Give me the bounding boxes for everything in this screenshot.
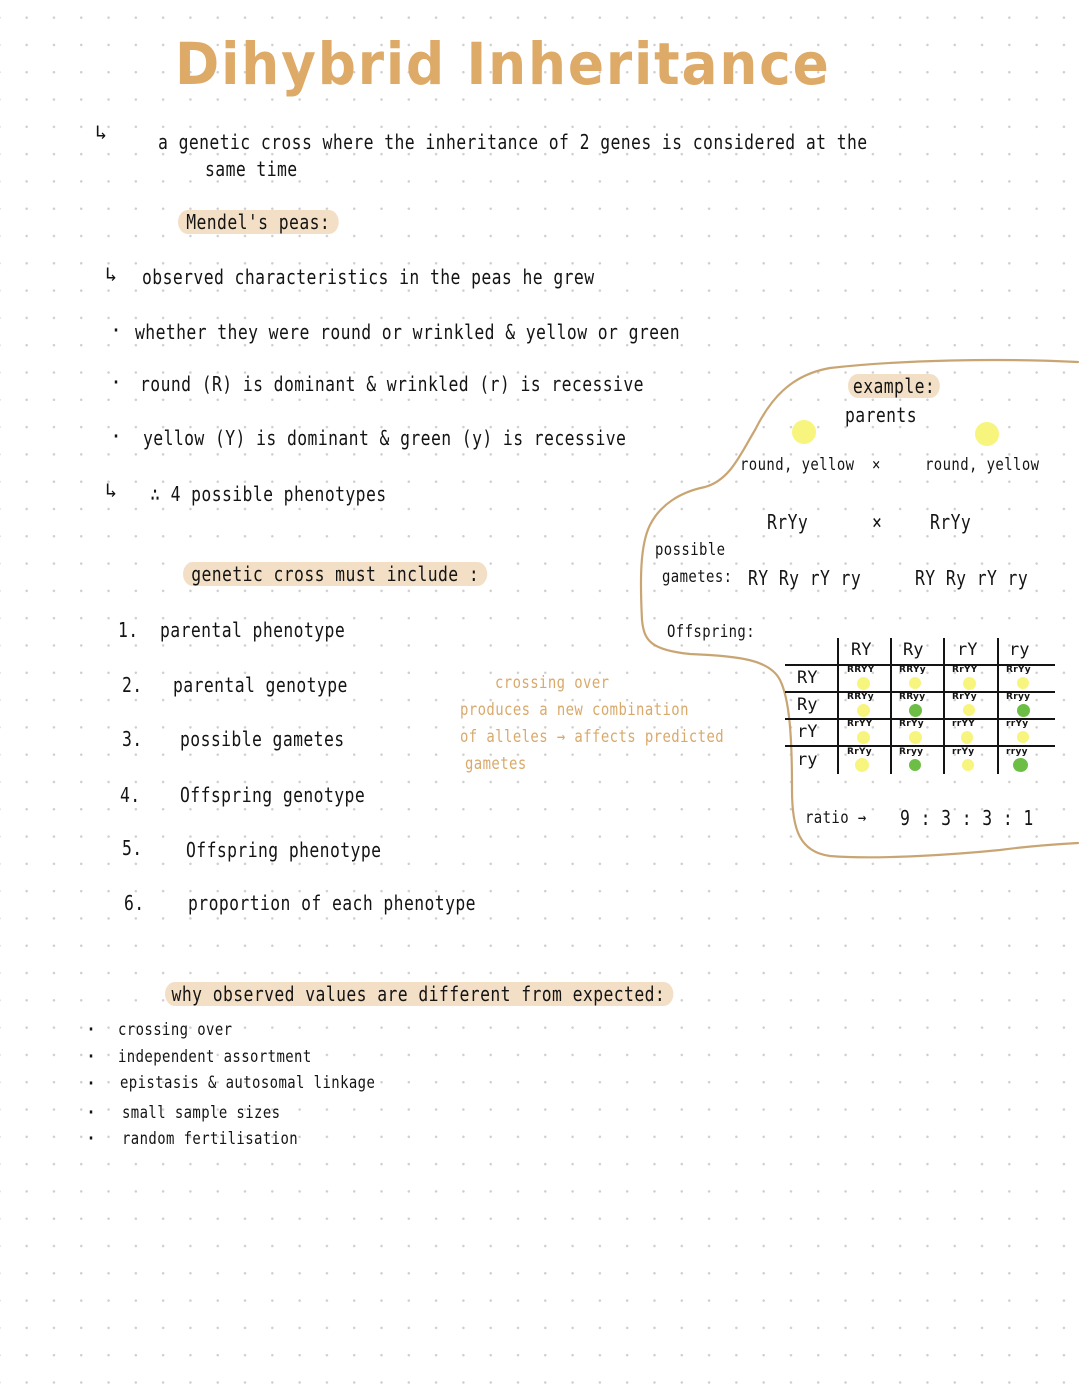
green-pea-icon xyxy=(1013,758,1028,772)
cell-genotype: rryy xyxy=(1006,747,1028,757)
list-number: 1. xyxy=(118,618,139,642)
observed-bullet: small sample sizes xyxy=(122,1103,281,1123)
green-pea-icon xyxy=(1017,704,1030,717)
offspring-label: Offspring: xyxy=(667,622,756,642)
observed-bullet: epistasis & autosomal linkage xyxy=(120,1073,376,1093)
punnett-square xyxy=(785,638,1057,778)
mendel-heading-text: Mendel's peas: xyxy=(178,210,338,234)
yellow-pea-icon xyxy=(975,422,999,446)
list-item: parental genotype xyxy=(173,673,348,697)
list-item: parental phenotype xyxy=(160,618,346,642)
gametes-label-2: gametes: xyxy=(662,567,733,587)
bullet-dot-icon: · xyxy=(110,424,123,448)
mendel-bullet-3: yellow (Y) is dominant & green (y) is recessive xyxy=(143,426,627,450)
yellow-pea-icon xyxy=(1017,731,1029,743)
gametes-parent-2: RY Ry rY ry xyxy=(915,566,1029,590)
cell-genotype: RRYy xyxy=(899,665,926,675)
observed-bullet: crossing over xyxy=(118,1020,233,1040)
genetic-cross-heading-text: genetic cross must include : xyxy=(183,562,487,586)
list-item: proportion of each phenotype xyxy=(188,891,476,915)
bullet-dot-icon: · xyxy=(85,1044,98,1068)
yellow-pea-icon xyxy=(962,759,974,771)
arrow-bullet-icon: ↳ xyxy=(95,120,108,144)
yellow-pea-icon xyxy=(855,758,869,772)
arrow-bullet-icon: ↳ xyxy=(105,478,118,502)
cell-genotype: RRyy xyxy=(899,692,926,702)
green-pea-icon xyxy=(909,704,922,717)
yellow-pea-icon xyxy=(857,677,870,690)
cross-symbol: × xyxy=(872,455,881,475)
crossing-note-line-1: crossing over xyxy=(495,673,610,693)
cell-genotype: RrYY xyxy=(952,665,978,675)
cell-genotype: Rryy xyxy=(1006,692,1031,702)
cell-genotype: RrYy xyxy=(1006,665,1031,675)
row-header: ry xyxy=(797,750,818,770)
mendel-intro: observed characteristics in the peas he grew xyxy=(142,265,595,289)
bullet-dot-icon: · xyxy=(85,1100,98,1124)
list-item: Offspring genotype xyxy=(180,783,366,807)
col-header: RY xyxy=(851,640,872,660)
mendel-bullet-2: round (R) is dominant & wrinkled (r) is recessive xyxy=(140,372,644,396)
cross-symbol: × xyxy=(872,510,883,534)
bullet-dot-icon: · xyxy=(85,1017,98,1041)
parents-label: parents xyxy=(845,403,917,427)
cell-genotype: rrYy xyxy=(952,747,975,757)
row-header: rY xyxy=(797,722,818,742)
observed-bullet: independent assortment xyxy=(118,1047,312,1067)
yellow-pea-icon xyxy=(909,677,921,689)
cell-genotype: Rryy xyxy=(899,747,924,757)
row-header: Ry xyxy=(797,695,818,715)
bullet-dot-icon: · xyxy=(110,370,123,394)
cell-genotype: RrYy xyxy=(952,692,977,702)
cell-genotype: rrYy xyxy=(1006,719,1029,729)
yellow-pea-icon xyxy=(792,420,816,444)
bullet-dot-icon: · xyxy=(85,1071,98,1095)
crossing-note-line-4: gametes xyxy=(465,754,527,774)
cell-genotype: RrYy xyxy=(899,719,924,729)
list-number: 5. xyxy=(122,836,143,860)
arrow-bullet-icon: ↳ xyxy=(105,262,118,286)
list-item: Offspring phenotype xyxy=(186,838,382,862)
cell-genotype: RrYy xyxy=(847,747,872,757)
example-heading-text: example: xyxy=(848,374,940,398)
yellow-pea-icon xyxy=(857,731,870,744)
mendel-bullet-1: whether they were round or wrinkled & yellow or green xyxy=(135,320,681,344)
ratio-label: ratio → xyxy=(805,808,867,828)
example-heading xyxy=(848,374,940,398)
parent1-phenotype: round, yellow xyxy=(740,455,855,475)
page-title: Dihybrid Inheritance xyxy=(175,30,831,98)
observed-heading xyxy=(165,982,673,1006)
cell-genotype: RrYY xyxy=(847,719,873,729)
crossing-note-line-2: produces a new combination xyxy=(460,700,689,720)
gametes-parent-1: RY Ry rY ry xyxy=(748,566,862,590)
row-header: RY xyxy=(797,668,818,688)
bullet-dot-icon: · xyxy=(110,318,123,342)
gametes-label-1: possible xyxy=(655,540,726,560)
list-number: 4. xyxy=(120,783,141,807)
bullet-dot-icon: · xyxy=(85,1126,98,1150)
definition-line-2: same time xyxy=(205,157,298,181)
observed-heading-text: why observed values are different from expected: xyxy=(165,982,673,1006)
definition-line-1: a genetic cross where the inheritance of 2 genes is considered at the xyxy=(158,130,868,154)
col-header: ry xyxy=(1009,640,1030,660)
observed-bullet: random fertilisation xyxy=(122,1129,299,1149)
mendel-conclusion: ∴ 4 possible phenotypes xyxy=(150,482,387,506)
yellow-pea-icon xyxy=(961,731,973,744)
list-number: 2. xyxy=(122,673,143,697)
list-number: 6. xyxy=(124,891,145,915)
cell-genotype: RRYy xyxy=(847,692,874,702)
list-number: 3. xyxy=(122,727,143,751)
col-header: Ry xyxy=(903,640,924,660)
yellow-pea-icon xyxy=(963,677,976,690)
green-pea-icon xyxy=(909,759,921,771)
list-item: possible gametes xyxy=(180,727,345,751)
yellow-pea-icon xyxy=(1017,677,1029,689)
col-header: rY xyxy=(957,640,978,660)
crossing-note-line-3: of alleles → affects predicted xyxy=(460,727,725,747)
parent2-phenotype: round, yellow xyxy=(925,455,1040,475)
yellow-pea-icon xyxy=(909,731,922,744)
parent1-genotype: RrYy xyxy=(767,510,809,534)
yellow-pea-icon xyxy=(963,704,975,716)
parent2-genotype: RrYy xyxy=(930,510,972,534)
yellow-pea-icon xyxy=(857,704,870,717)
ratio-value: 9 : 3 : 3 : 1 xyxy=(900,806,1034,830)
cell-genotype: rrYY xyxy=(952,719,976,729)
cell-genotype: RRYY xyxy=(847,665,875,675)
